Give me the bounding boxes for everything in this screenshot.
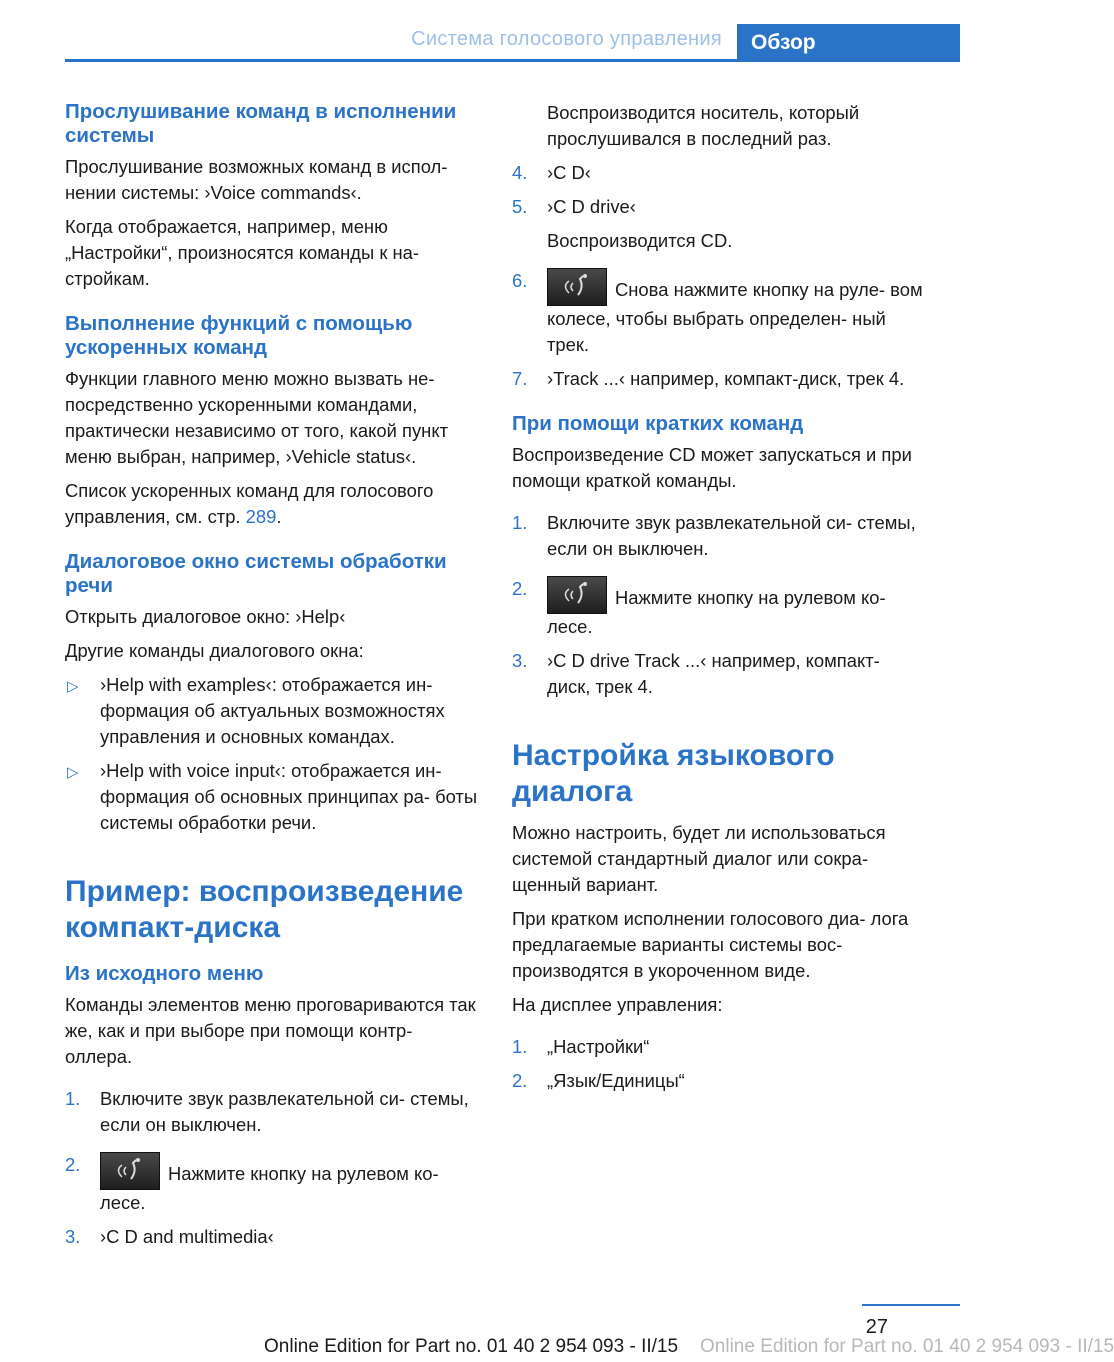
paragraph-text: Список ускоренных команд для голосового управления, см. стр.	[65, 480, 434, 527]
bullet-text: ›Help with examples‹: отображается ин‐ формация об актуальных возможностях управления и основных командах.	[100, 674, 445, 747]
page-header	[0, 0, 960, 62]
step-number: 1.	[65, 1088, 81, 1109]
step-text: „Язык/Единицы“	[547, 1070, 685, 1091]
right-column	[512, 100, 927, 1102]
paragraph: Другие команды диалогового окна:	[65, 640, 364, 661]
header-rule	[65, 59, 960, 62]
section-title: Диалоговое окно системы обработки речи	[65, 550, 447, 597]
steering-wheel-voice-button-icon	[547, 576, 607, 614]
steering-wheel-voice-button-icon	[547, 268, 607, 306]
section-title: Из исходного меню	[65, 962, 264, 985]
chapter-title: Пример: воспроизведение компакт-диска	[65, 875, 464, 944]
step-text: Воспроизводится носитель, который прослушивался в последний раз.	[547, 102, 860, 149]
step-number: 2.	[512, 1070, 528, 1091]
left-column	[65, 100, 480, 1258]
section-title: Прослушивание команд в исполнении системы	[65, 100, 457, 147]
step-item	[512, 510, 927, 562]
bullet-item	[65, 758, 480, 836]
paragraph: Можно настроить, будет ли использоваться системой стандартный диалог или сокра‐ щенный вариант.	[512, 822, 886, 895]
step-text: ›C D‹	[547, 162, 591, 183]
step-number: 1.	[512, 1036, 528, 1057]
paragraph: Когда отображается, например, меню „Настройки“, произносятся команды к на‐ стройкам.	[65, 216, 420, 289]
step-number: 4.	[512, 162, 528, 183]
paragraph: Прослушивание возможных команд в испол‐ нении системы: ›Voice commands‹.	[65, 156, 448, 203]
paragraph: При кратком исполнении голосового диа‐ лога предлагаемые варианты системы вос‐ производятся в укороченном виде.	[512, 908, 909, 981]
step-item	[512, 648, 927, 700]
step-text: Снова нажмите кнопку на руле‐ вом колесе, чтобы выбрать определен‐ ный трек.	[547, 279, 923, 355]
step-text: ›C D drive Track ...‹ например, компакт- диск, трек 4.	[547, 650, 880, 697]
page-number: 27	[865, 1316, 888, 1338]
page-reference-link[interactable]: 289	[245, 506, 277, 527]
footer-watermark: Online Edition for Part no. 01 40 2 954 093 - II/15	[700, 1336, 1114, 1357]
footer-rule	[862, 1304, 960, 1306]
header-section-title: Система голосового управления	[411, 28, 722, 50]
step-item	[512, 576, 927, 640]
bullet-item	[65, 672, 480, 750]
step-number: 6.	[512, 270, 528, 291]
step-item	[512, 194, 927, 254]
paragraph: Воспроизведение CD может запускаться и при помощи краткой команды.	[512, 444, 912, 491]
step-item	[512, 268, 927, 358]
step-continuation	[512, 100, 927, 152]
step-text: ›C D drive‹	[547, 196, 636, 217]
chapter-title: Настройка языкового диалога	[512, 739, 835, 808]
step-number: 2.	[512, 578, 528, 599]
paragraph: Функции главного меню можно вызвать не‐ посредственно ускоренными командами, практически независимо от того, какой пункт меню выбран, например, ›Vehicle status‹.	[65, 368, 449, 467]
step-text: „Настройки“	[547, 1036, 650, 1057]
step-text: Включите звук развлекательной си‐ стемы, если он выключен.	[547, 512, 916, 559]
step-item	[512, 1034, 927, 1060]
triangle-bullet-icon: ▷	[67, 678, 79, 695]
paragraph	[65, 478, 480, 530]
section-title: Выполнение функций с помощью ускоренных команд	[65, 312, 413, 359]
paragraph-end: .	[276, 506, 282, 527]
step-text: Включите звук развлекательной си‐ стемы, если он выключен.	[100, 1088, 469, 1135]
step-subtext: Воспроизводится CD.	[547, 230, 733, 251]
step-item	[512, 366, 927, 392]
step-item	[512, 1068, 927, 1094]
step-number: 2.	[65, 1154, 81, 1175]
step-number: 7.	[512, 368, 528, 389]
step-number: 5.	[512, 196, 528, 217]
step-text: ›Track ...‹ например, компакт-диск, трек 4.	[547, 368, 905, 389]
paragraph: На дисплее управления:	[512, 994, 723, 1015]
paragraph: Открыть диалоговое окно: ›Help‹	[65, 606, 346, 627]
step-text: ›C D and multimedia‹	[100, 1226, 274, 1247]
steering-wheel-voice-button-icon	[100, 1152, 160, 1190]
step-item	[65, 1224, 480, 1250]
step-text: Нажмите кнопку на рулевом ко‐ лесе.	[100, 1163, 439, 1213]
step-number: 3.	[512, 650, 528, 671]
paragraph: Команды элементов меню проговариваются так же, как и при выборе при помощи контр‐ оллера.	[65, 994, 476, 1067]
bullet-text: ›Help with voice input‹: отображается ин‐ формация об основных принципах ра‐ боты системы обработки речи.	[100, 760, 478, 833]
triangle-bullet-icon: ▷	[67, 764, 79, 781]
step-item	[65, 1086, 480, 1138]
footer-edition: Online Edition for Part no. 01 40 2 954 093 - II/15	[264, 1336, 679, 1357]
step-item	[512, 160, 927, 186]
step-number: 3.	[65, 1226, 81, 1247]
step-item	[65, 1152, 480, 1216]
section-title: При помощи кратких команд	[512, 412, 804, 435]
step-number: 1.	[512, 512, 528, 533]
header-tab: Обзор	[737, 24, 960, 62]
step-text: Нажмите кнопку на рулевом ко‐ лесе.	[547, 587, 886, 637]
